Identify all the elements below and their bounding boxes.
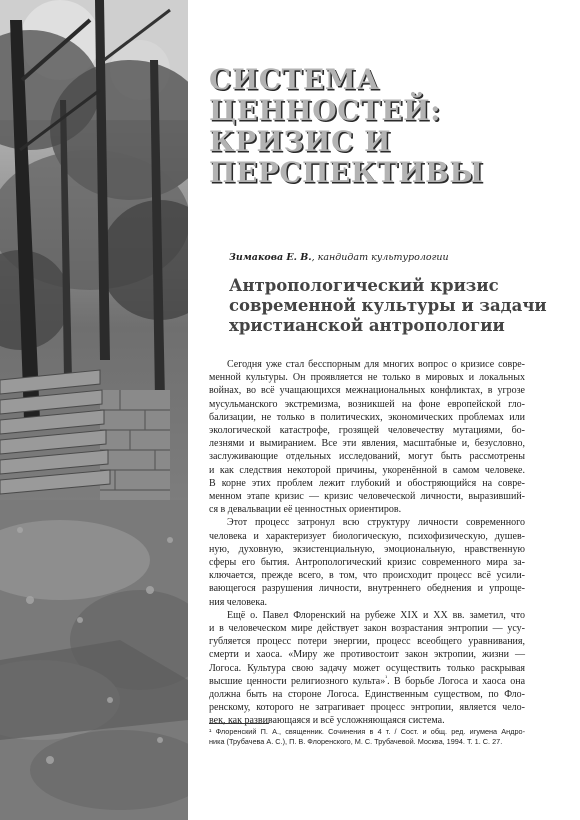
- text-line: Этот процесс затронул всю структуру личности современного: [227, 517, 525, 529]
- text-line: ную, духовную, экзистенциальную, эмоциональную, нравственную: [209, 543, 525, 555]
- footnote-line: ¹ Флоренский П. А., священник. Сочинения в 4 т. / Сост. и общ. ред. игумена Андро-: [209, 727, 525, 736]
- text-line: бализации, не только в политических, экономических проблемах или: [209, 411, 525, 423]
- text-line: войнах, во всё учащающихся межнациональных конфликтах, в угрозе: [209, 385, 525, 397]
- section-title-line-3: ПЕРСПЕКТИВЫ: [209, 156, 484, 189]
- forest-stairs-photo: [0, 0, 188, 820]
- text-line: лезнями и вымиранием. Все эти явления, масштабные и, безусловно,: [209, 438, 525, 450]
- text-fragment: высшие ценности религиозного культа»: [209, 675, 386, 687]
- text-line: и как следствия некоторой причины, укоренённой в самом человеке.: [209, 464, 525, 476]
- text-line: ся в девальвации её ценностных ориентиров.: [209, 504, 402, 516]
- text-line: сферы его бытия. Антропологический кризис современного мира за-: [209, 557, 525, 569]
- text-line: должна быть на стороне Логоса. Единственным существом, по Фло-: [209, 689, 525, 701]
- text-fragment: . В борьбе Логоса и хаоса она: [387, 675, 526, 687]
- section-title: [209, 64, 549, 188]
- text-line: вающегося разрушения личности, внутреннего обеднения и упроще-: [209, 583, 525, 595]
- text-line: менном этапе кризис — кризис человеческой личности, выразивший-: [209, 491, 525, 503]
- text-line: мусульманского экстремизма, возникшей на фоне европейской гло-: [209, 398, 525, 410]
- author-byline: [229, 252, 549, 263]
- paragraph-1: [209, 358, 525, 516]
- text-line: экологической катастрофе, грозящей человечеству мутациями, бо-: [209, 425, 525, 437]
- article-body: [209, 358, 525, 728]
- text-line: В корне этих проблем лежит глубокий и обостряющийся на совре-: [209, 477, 525, 489]
- text-line: ренскому, которого не затрагивает процесс энтропии, является чело-: [209, 702, 525, 714]
- text-line: заслуживающие отдельных исследований, могут быть рассмотрены: [209, 451, 525, 463]
- paragraph-2: [209, 516, 525, 608]
- section-title-line-1: СИСТЕМА ЦЕННОСТЕЙ:: [209, 63, 441, 127]
- photo-illustration: [0, 0, 188, 820]
- text-line: человека и характеризует биологическую, психофизическую, душев-: [209, 530, 525, 542]
- text-line: ния человека.: [209, 596, 268, 608]
- footnote-divider: [209, 723, 269, 724]
- text-line: Логоса. Культура свою задачу может осуществить только раскрывая: [209, 662, 525, 674]
- text-line: ключается, прежде всего, в том, что происходит процесс всё усили-: [209, 570, 525, 582]
- article-title-line-2: современной культуры и задачи: [229, 296, 547, 315]
- footnote: [209, 727, 525, 746]
- author-credential: , кандидат культурологии: [311, 252, 449, 263]
- text-line: Сегодня уже стал бесспорным для многих вопрос о кризисе совре-: [227, 359, 525, 370]
- author-name: Зимакова Е. В.: [229, 252, 312, 263]
- text-line: менной культуры. Он проявляется не только в мировых и локальных: [209, 372, 525, 384]
- text-line: век, как развивающаяся и всё усложняющаяся система.: [209, 715, 445, 727]
- paragraph-3: [209, 609, 525, 728]
- footnote-line: ника (Трубачева А. С.), П. В. Флоренского, М. С. Трубачевой. Москва, 1994. Т. 1. С. 27.: [209, 736, 503, 746]
- text-line: губляется процесс потери энергии, процесс всеобщего уравнивания,: [209, 636, 525, 648]
- footnote-marker[interactable]: ¹: [385, 674, 388, 682]
- article-title: [229, 276, 549, 336]
- section-title-line-2: КРИЗИС И: [209, 125, 392, 158]
- text-line: Ещё о. Павел Флоренский на рубеже XIX и XX вв. заметил, что: [227, 609, 525, 621]
- text-line: и в человеческом мире действует закон возрастания энтропии — усу-: [209, 623, 525, 635]
- article-title-line-3: христианской антропологии: [229, 316, 505, 335]
- text-line-with-footnote: [209, 675, 525, 688]
- text-line: смерти и хаоса. «Миру же противостоит закон эктропии, жизни —: [209, 649, 525, 661]
- article-title-line-1: Антропологический кризис: [229, 276, 499, 295]
